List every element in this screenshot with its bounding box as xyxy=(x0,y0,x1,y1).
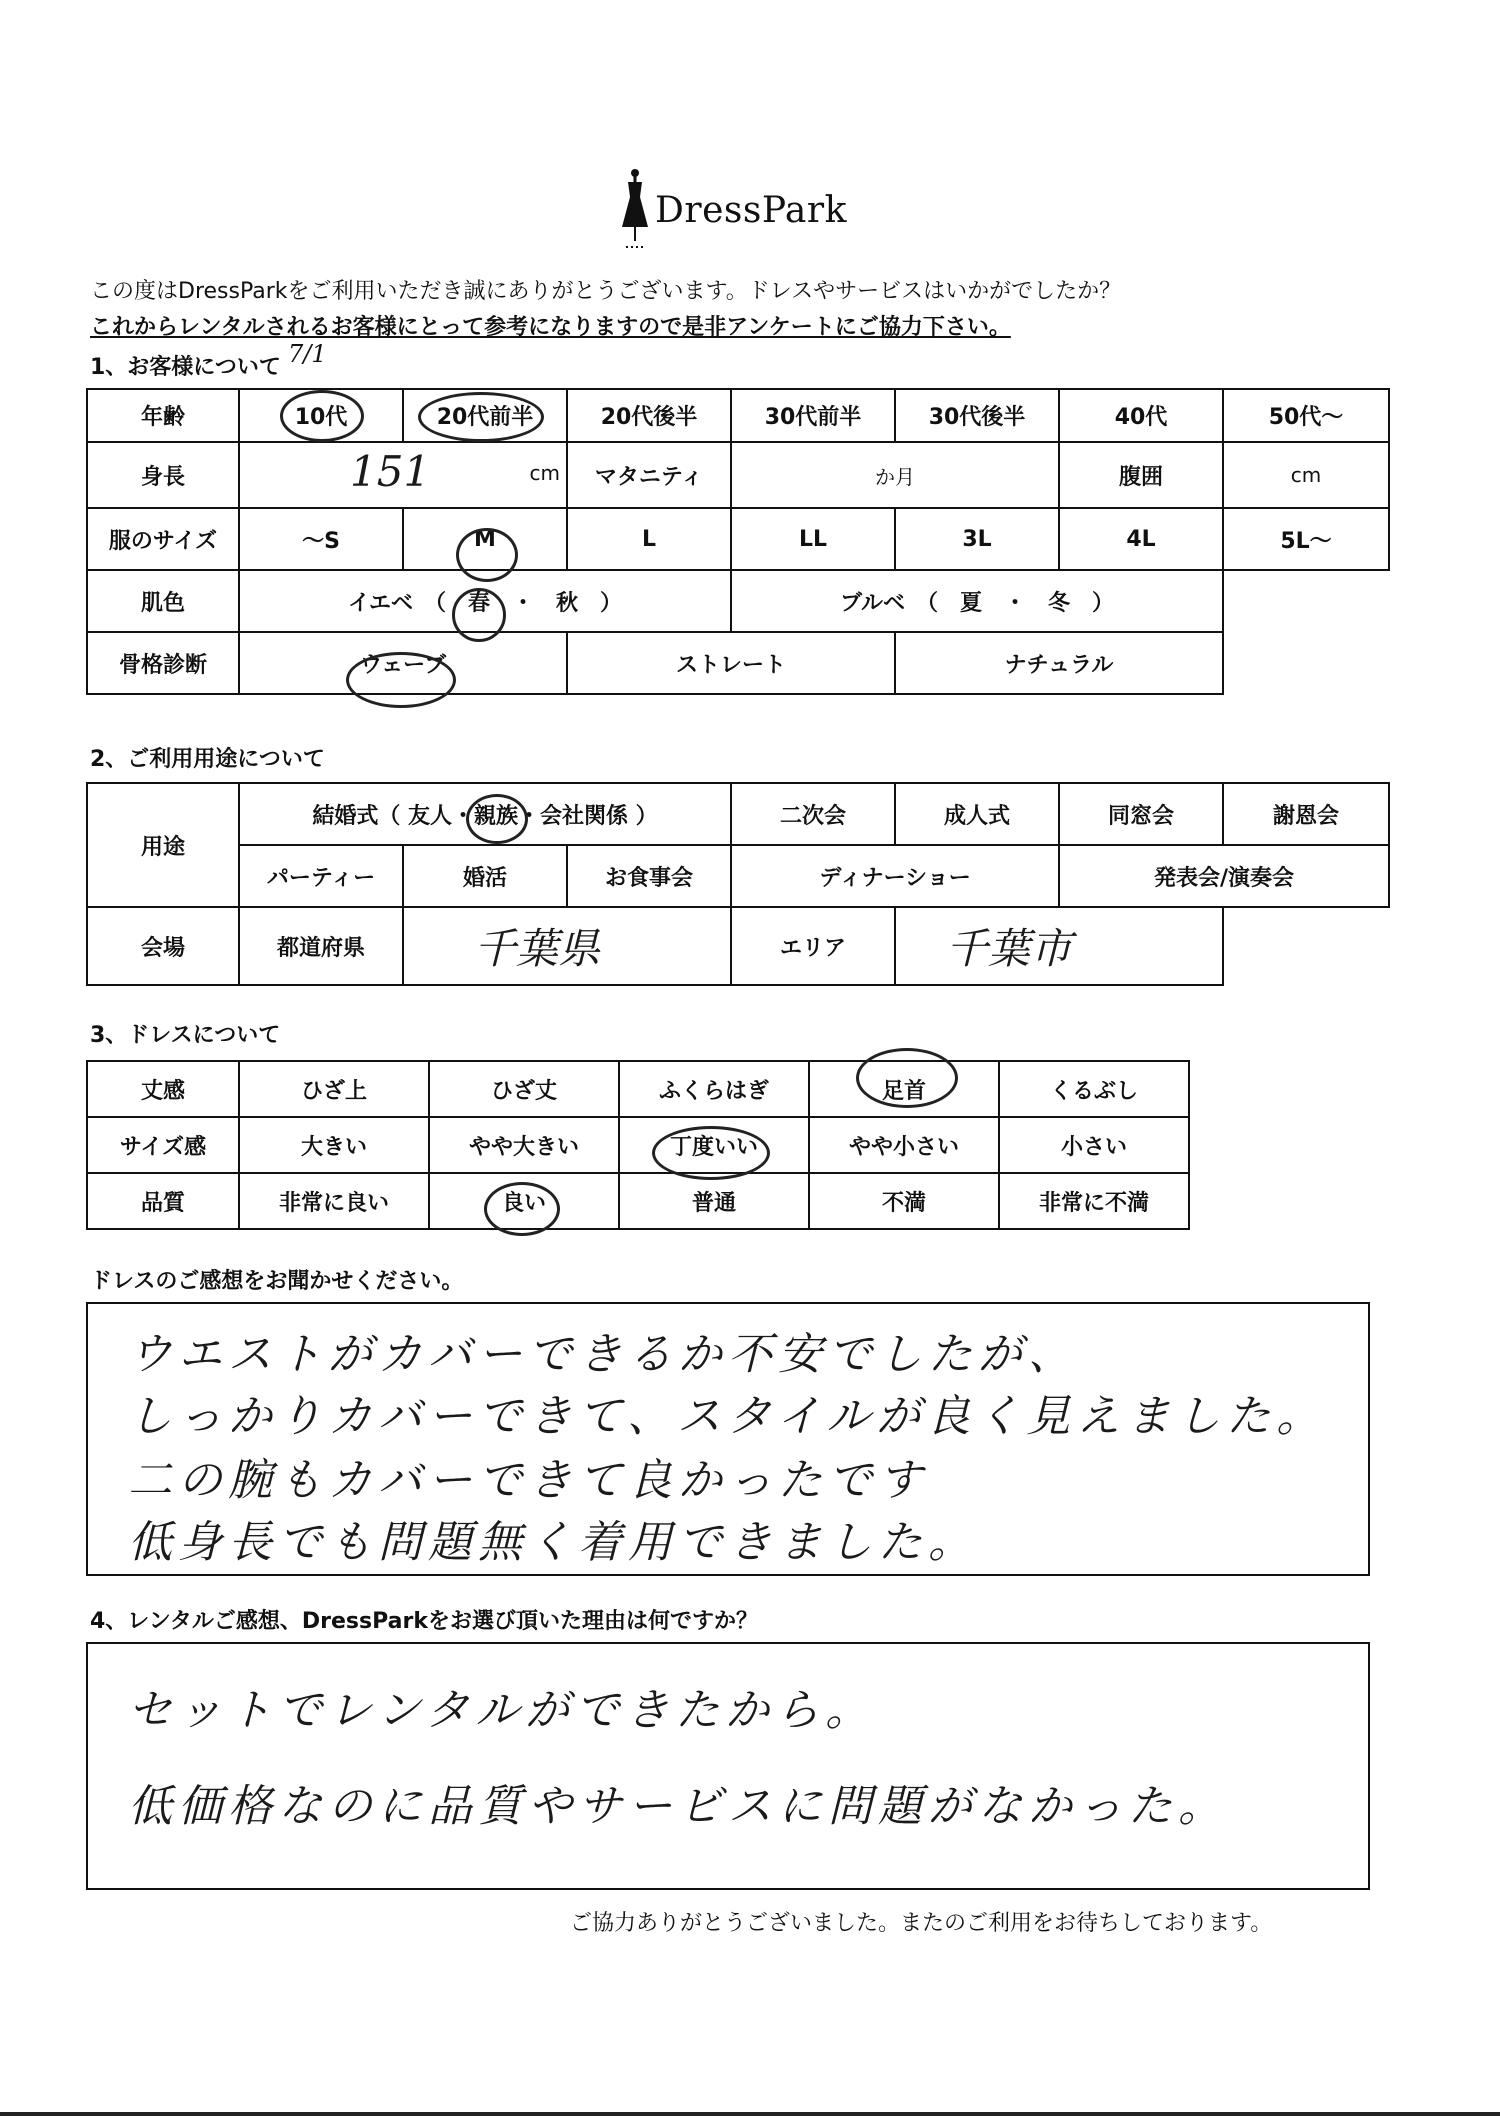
quality-option-poor[interactable]: 不満 xyxy=(809,1173,999,1229)
section4-title: 4、レンタルご感想、DressParkをお選び頂いた理由は何ですか？ xyxy=(90,1609,758,1634)
frame-option-natural[interactable]: ナチュラル xyxy=(895,632,1223,694)
length-option-calf[interactable]: ふくらはぎ xyxy=(619,1061,809,1117)
size-option-l[interactable]: L xyxy=(567,508,731,570)
purpose-dinner-show[interactable]: ディナーショー xyxy=(731,845,1059,907)
fit-label: サイズ感 xyxy=(87,1117,239,1173)
fit-option-slightly-large[interactable]: やや大きい xyxy=(429,1117,619,1173)
age-option-40s[interactable]: 40代 xyxy=(1059,389,1223,442)
purpose-recital[interactable]: 発表会/演奏会 xyxy=(1059,845,1389,907)
fit-option-large[interactable]: 大きい xyxy=(239,1117,429,1173)
length-option-knee[interactable]: ひざ丈 xyxy=(429,1061,619,1117)
purpose-coming-of-age[interactable]: 成人式 xyxy=(895,783,1059,845)
height-label: 身長 xyxy=(87,442,239,508)
size-option-ll[interactable]: LL xyxy=(731,508,895,570)
scan-edge-line xyxy=(0,2112,1500,2116)
frame-option-straight[interactable]: ストレート xyxy=(567,632,895,694)
waist-unit: cm xyxy=(1290,462,1322,487)
purpose-label: 用途 xyxy=(87,783,239,907)
age-note: 7/1 xyxy=(288,340,327,368)
fit-option-just-right[interactable]: 丁度いい xyxy=(619,1117,809,1173)
height-value: 151 xyxy=(350,447,431,496)
intro-line-1: この度はDressParkをご利用いただき誠にありがとうございます。ドレスやサービスはいかがでしたか？ xyxy=(90,279,1122,304)
section3-title: 3、ドレスについて xyxy=(90,1023,281,1048)
dress-icon xyxy=(610,165,660,255)
venue-label: 会場 xyxy=(87,907,239,985)
area-label: エリア xyxy=(731,907,895,985)
size-option-3l[interactable]: 3L xyxy=(895,508,1059,570)
purpose-wedding[interactable]: 結婚式（ 友人・親族・会社関係 ） xyxy=(239,783,731,845)
quality-label: 品質 xyxy=(87,1173,239,1229)
prefecture-label: 都道府県 xyxy=(239,907,403,985)
purpose-after-party[interactable]: 二次会 xyxy=(731,783,895,845)
waist-field[interactable] xyxy=(1223,442,1389,508)
frame-label: 骨格診断 xyxy=(87,632,239,694)
frame-option-wave[interactable]: ウェーブ xyxy=(239,632,567,694)
prefecture-value: 千葉県 xyxy=(474,924,601,973)
maternity-months-field[interactable] xyxy=(731,442,1059,508)
prefecture-field[interactable] xyxy=(403,907,731,985)
intro-line-2: これからレンタルされるお客様にとって参考になりますので是非アンケートにご協力下さい。 xyxy=(90,315,1011,340)
area-field[interactable] xyxy=(895,907,1223,985)
size-label: 服のサイズ xyxy=(87,508,239,570)
purpose-dinner[interactable]: お食事会 xyxy=(567,845,731,907)
skin-blue-base[interactable]: ブルベ （ 夏 ・ 冬 ） xyxy=(731,570,1223,632)
footer-thanks: ご協力ありがとうございました。またのご利用をお待ちしております。 xyxy=(570,1911,1273,1936)
dress-comment-line-3: 二の腕もカバーできて良かったです xyxy=(128,1455,928,1506)
maternity-label: マタニティ xyxy=(567,442,731,508)
fit-option-slightly-small[interactable]: やや小さい xyxy=(809,1117,999,1173)
dress-comment-prompt: ドレスのご感想をお聞かせください。 xyxy=(90,1269,464,1294)
age-option-10s[interactable]: 10代 xyxy=(239,389,403,442)
dress-table xyxy=(86,1060,1190,1230)
length-label: 丈感 xyxy=(87,1061,239,1117)
height-unit: cm xyxy=(529,461,560,485)
dress-comment-line-1: ウエストがカバーできるか不安でしたが、 xyxy=(128,1329,1078,1380)
age-option-50s[interactable]: 50代～ xyxy=(1223,389,1389,442)
purpose-party[interactable]: パーティー xyxy=(239,845,403,907)
purpose-table xyxy=(86,782,1390,986)
maternity-unit: か月 xyxy=(875,464,915,489)
size-option-s[interactable]: ～S xyxy=(239,508,403,570)
age-label: 年齢 xyxy=(87,389,239,442)
dress-comment-box[interactable] xyxy=(86,1302,1370,1576)
quality-option-average[interactable]: 普通 xyxy=(619,1173,809,1229)
quality-option-very-good[interactable]: 非常に良い xyxy=(239,1173,429,1229)
section1-title: 1、お客様について xyxy=(90,355,281,380)
skin-yellow-base[interactable]: イエベ （ 春 ・ 秋 ） xyxy=(239,570,731,632)
rental-comment-box[interactable] xyxy=(86,1642,1370,1890)
area-value: 千葉市 xyxy=(946,924,1073,973)
fit-option-small[interactable]: 小さい xyxy=(999,1117,1189,1173)
age-option-late-20s[interactable]: 20代後半 xyxy=(567,389,731,442)
age-option-early-30s[interactable]: 30代前半 xyxy=(731,389,895,442)
dress-comment-line-4: 低身長でも問題無く着用できました。 xyxy=(128,1517,978,1568)
purpose-thanks-party[interactable]: 謝恩会 xyxy=(1223,783,1389,845)
size-option-m[interactable]: M xyxy=(403,508,567,570)
height-field[interactable] xyxy=(239,442,567,508)
purpose-reunion[interactable]: 同窓会 xyxy=(1059,783,1223,845)
dress-comment-line-2: しっかりカバーできて、スタイルが良く見えました。 xyxy=(128,1391,1327,1442)
length-option-anklebone[interactable]: くるぶし xyxy=(999,1061,1189,1117)
skin-label: 肌色 xyxy=(87,570,239,632)
brand-name: DressPark xyxy=(655,190,847,231)
purpose-konkatsu[interactable]: 婚活 xyxy=(403,845,567,907)
size-option-5l[interactable]: 5L～ xyxy=(1223,508,1389,570)
length-option-ankle[interactable]: 足首 xyxy=(809,1061,999,1117)
size-option-4l[interactable]: 4L xyxy=(1059,508,1223,570)
quality-option-good[interactable]: 良い xyxy=(429,1173,619,1229)
customer-table xyxy=(86,388,1390,695)
quality-option-very-poor[interactable]: 非常に不満 xyxy=(999,1173,1189,1229)
rental-comment-line-2: 低価格なのに品質やサービスに問題がなかった。 xyxy=(128,1781,1228,1832)
waist-label: 腹囲 xyxy=(1059,442,1223,508)
rental-comment-line-1: セットでレンタルができたから。 xyxy=(128,1685,876,1736)
length-option-above-knee[interactable]: ひざ上 xyxy=(239,1061,429,1117)
section2-title: 2、ご利用用途について xyxy=(90,747,325,772)
age-option-late-30s[interactable]: 30代後半 xyxy=(895,389,1059,442)
age-option-early-20s[interactable]: 20代前半 xyxy=(403,389,567,442)
